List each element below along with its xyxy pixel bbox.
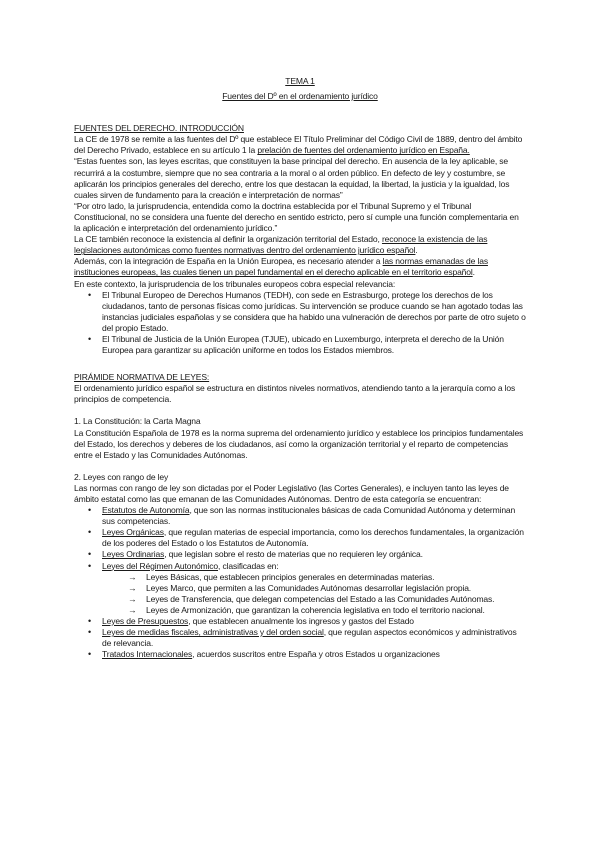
arrow-icon: → <box>128 582 137 593</box>
page-subtitle: Fuentes del Dº en el ordenamiento jurídico <box>222 91 378 102</box>
paragraph-text: Además, con la integración de España en la Unión Europea, es necesario atender a <box>74 256 383 267</box>
sub-list-item <box>120 583 526 594</box>
item-term: Estatutos de Autonomía <box>102 505 190 516</box>
item-term: Leyes Ordinarias <box>102 549 165 560</box>
arrow-icon: → <box>128 604 137 615</box>
list-item <box>74 505 526 527</box>
underlined-text: las normas emanadas de las instituciones europeas, las cuales tienen un papel fundamental en el derecho aplicable en el territorio español <box>74 256 488 278</box>
paragraph-union-europea <box>74 256 526 278</box>
item-term: Leyes de medidas fiscales, administrativas y del orden social <box>102 627 324 638</box>
sub-list-item <box>120 594 526 605</box>
spacer <box>74 405 526 416</box>
sub-item-text: Leyes de Armonización, que garantizan la coherencia legislativa en todo el territorio nacional. <box>146 604 485 615</box>
list-item <box>74 549 526 560</box>
quote-fuentes: “Estas fuentes son, las leyes escritas, que constituyen la base principal del derecho. En ausencia de la ley aplicable, se recurrirá a la costumbre, siempre que no sea contraria a la moral o al orden público. En defecto de ley y costumbre, se aplicarán los principios generales del derecho, entre los que destacan la equidad, la libertad, la justicia y la igualdad, los cuales sirven de fundamento para la creación e interpretación de normas” <box>74 156 510 200</box>
item-term: Leyes de Presupuestos <box>102 616 189 627</box>
subheading-leyes-rango: 2. Leyes con rango de ley <box>74 471 169 482</box>
list-item <box>74 616 526 627</box>
list-item <box>74 627 526 649</box>
item-term: Leyes del Régimen Autonómico <box>102 560 219 571</box>
tribunales-list <box>74 290 526 357</box>
underlined-text: prelación de fuentes del ordenamiento jurídico en España. <box>257 145 470 156</box>
page-title: TEMA 1 <box>285 76 315 86</box>
list-item <box>74 527 526 549</box>
list-item <box>74 561 526 616</box>
item-term: Leyes Orgánicas <box>102 527 164 538</box>
sub-list <box>102 572 526 616</box>
underlined-text: reconoce la existencia de las legislaciones autonómicas como fuentes normativas dentro del ordenamiento jurídico español <box>74 234 488 256</box>
arrow-icon: → <box>128 571 137 582</box>
item-text: , clasificadas en: <box>218 560 279 571</box>
paragraph-text: . <box>472 267 475 278</box>
leyes-list <box>74 505 526 660</box>
sub-item-text: Leyes de Transferencia, que delegan competencias del Estado a las Comunidades Autónomas. <box>146 593 495 604</box>
sub-item-text: Leyes Básicas, que establecen principios generales en determinadas materias. <box>146 571 435 582</box>
list-item <box>74 649 526 660</box>
paragraph-text: . <box>415 245 418 256</box>
section-heading-fuentes: FUENTES DEL DERECHO. INTRODUCCIÓN <box>74 123 244 134</box>
arrow-icon: → <box>128 593 137 604</box>
paragraph-constitucion: La Constitución Española de 1978 es la norma suprema del ordenamiento jurídico y establece los principios fundamentales del Estado, los derechos y deberes de los ciudadanos, así como la organización territorial y el reparto de competencias entre el Estado y las Comunidades Autónomas. <box>74 427 524 460</box>
paragraph-contexto: En este contexto, la jurisprudencia de los tribunales europeos cobra especial relevancia: <box>74 278 396 289</box>
item-text: , que regulan materias de especial importancia, como los derechos fundamentales, la organización de los poderes del Estado o los Estatutos de Autonomía. <box>102 527 524 549</box>
sub-list-item <box>120 572 526 583</box>
spacer <box>74 461 526 472</box>
item-text: , acuerdos suscritos entre España y otros Estados u organizaciones <box>192 649 440 660</box>
list-item: • El Tribunal de Justicia de la Unión Europea (TJUE), ubicado en Luxemburgo, interpreta el derecho de la Unión Europea para garantizar su aplicación uniforme en todos los Estados miembros. <box>74 334 526 356</box>
paragraph-legislaciones-autonomicas <box>74 234 526 256</box>
paragraph-text: La CE de 1978 se remite a las fuentes del Dº que establece El Título Preliminar del Código Civil de 1889, dentro del ámbito del Derecho Privado, establece en su artículo 1 la <box>74 134 523 156</box>
item-text: , que establecen anualmente los ingresos y gastos del Estado <box>188 616 414 627</box>
subheading-constitucion: 1. La Constitución: la Carta Magna <box>74 416 201 427</box>
item-term: Tratados Internacionales <box>102 649 193 660</box>
sub-list-item <box>120 605 526 616</box>
item-text: , que legislan sobre el resto de materias que no requieren ley orgánica. <box>164 549 423 560</box>
section-heading-piramide: PIRÁMIDE NORMATIVA DE LEYES: <box>74 372 210 383</box>
quote-jurisprudencia: “Por otro lado, la jurisprudencia, entendida como la doctrina establecida por el Tribunal Supremo y el Tribunal Constitucional, no se considera una fuente del derecho en sentido estricto, pero sí cumple una función complementaria en la aplicación e interpretación del ordenamiento jurídico.” <box>74 200 519 234</box>
sub-item-text: Leyes Marco, que permiten a las Comunidades Autónomas desarrollar legislación propia. <box>146 582 472 593</box>
paragraph-ce-1978 <box>74 134 526 156</box>
paragraph-intro: El ordenamiento jurídico español se estructura en distintos niveles normativos, atendiendo tanto a la jerarquía como a los principios de competencia. <box>74 383 516 405</box>
list-item: • El Tribunal Europeo de Derechos Humanos (TEDH), con sede en Estrasburgo, protege los derechos de los ciudadanos, tanto de personas físicas como jurídicas. Su intervención se produce cuando se han agotado todas las instancias judiciales españolas y se considera que ha habido una vulneración de derechos por parte de otro sujeto o del propio Estado. <box>74 290 526 334</box>
paragraph-text: La CE también reconoce la existencia al definir la organización territorial del Estado, <box>74 234 382 245</box>
paragraph-leyes-rango: Las normas con rango de ley son dictadas por el Poder Legislativo (las Cortes Generales), e incluyen tanto las leyes de ámbito estatal como las que emanan de las Comunidades Autónomas. Dentro de esta categoría se encuentran: <box>74 482 509 504</box>
item-text: , que son las normas institucionales básicas de cada Comunidad Autónoma y determinan sus competencias. <box>102 505 516 527</box>
item-text: , que regulan aspectos económicos y administrativos de relevancia. <box>102 627 517 649</box>
